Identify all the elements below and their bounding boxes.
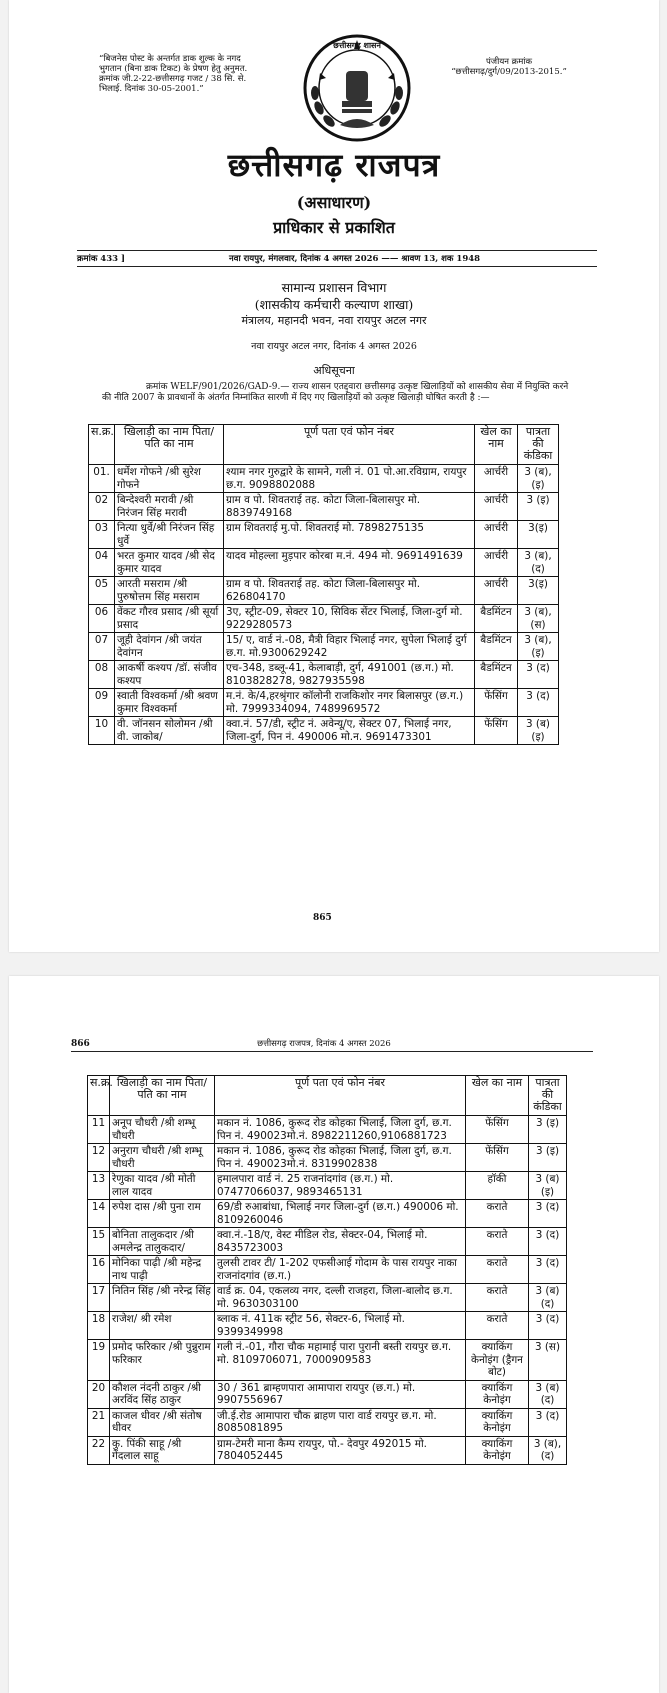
running-header: छत्तीसगढ़ राजपत्र, दिनांक 4 अगस्त 2026 (257, 1039, 391, 1049)
cell-clause: 3 (ब), (द) (529, 1436, 567, 1464)
cell-player-name: जूही देवांगन /श्री जयंत देवांगन (115, 633, 224, 661)
cell-serial: 12 (88, 1144, 110, 1172)
cell-serial: 18 (88, 1312, 110, 1340)
cell-sport: कराते (466, 1200, 529, 1228)
table-row (88, 1228, 567, 1256)
cell-clause: 3 (ब) (द) (529, 1284, 567, 1312)
table-row (89, 465, 559, 493)
cell-clause: 3(इ) (518, 577, 559, 605)
cell-address: ग्राम शिवतराई मु.पो. शिवतराई मो. 7898275135 (224, 521, 475, 549)
cell-player-name: आरती मसराम /श्री पुरुषोत्तम सिंह मसराम (115, 577, 224, 605)
registration-number: “छत्तीसगढ़/दुर्ग/09/2013-2015.” (451, 67, 567, 77)
cell-clause: 3 (ब), (स) (518, 605, 559, 633)
cell-serial: 01. (89, 465, 115, 493)
cell-address: 69/डी रुआबांधा, भिलाई नगर जिला-दुर्ग (छ.ग.) 490006 मो. 8109260046 (215, 1200, 466, 1228)
cell-clause: 3 (द) (529, 1200, 567, 1228)
postal-permit-note: “बिजनेस पोस्ट के अन्तर्गत डाक शुल्क के नगद भुगतान (बिना डाक टिकट) के प्रेषण हेतु अनुमत. क्रमांक जी.2-22-छत्तीसगढ़ गजट / 38 सि. से. भिलाई. दिनांक 30-05-2001.” (99, 54, 248, 94)
cell-address: क्वा.नं. 57/डी, स्ट्रीट नं. अवेन्यू/ए, सेक्टर 07, भिलाई नगर, जिला-दुर्ग, पिन नं. 490006 मो.न. 9691473301 (224, 717, 475, 745)
table-row (89, 577, 559, 605)
cell-player-name: रुपेश दास /श्री पुना राम (110, 1200, 215, 1228)
cell-player-name: आकर्षी कश्यप /डॉ. संजीव कश्यप (115, 661, 224, 689)
cell-clause: 3(इ) (518, 521, 559, 549)
cell-clause: 3 (स) (529, 1340, 567, 1381)
table-row (89, 717, 559, 745)
cell-sport: आर्चरी (475, 521, 518, 549)
department-branch: (शासकीय कर्मचारी कल्याण शाखा) (254, 297, 414, 312)
header-rule-bottom (77, 266, 597, 267)
cell-serial: 02 (89, 493, 115, 521)
cell-sport: क्याकिंग केनोइंग (ड्रैगन बोट) (466, 1340, 529, 1381)
cell-clause: 3 (द) (529, 1312, 567, 1340)
cell-address: ग्राम-टेमरी माना कैम्प रायपुर, पो.- देवपुर 492015 मो. 7804052445 (215, 1436, 466, 1464)
table-row (89, 521, 559, 549)
cell-clause: 3 (ब), (इ) (518, 633, 559, 661)
cell-sport: फेंसिंग (475, 689, 518, 717)
cell-sport: कराते (466, 1228, 529, 1256)
table-header-row (89, 425, 559, 465)
cell-address: 3ए, स्ट्रीट-09, सेक्टर 10, सिविक सेंटर भिलाई, जिला-दुर्ग मो. 9229280573 (224, 605, 475, 633)
cell-address: क्वा.नं.-18/ए, वेस्ट मीडिल रोड, सेक्टर-04, भिलाई मो. 8435723003 (215, 1228, 466, 1256)
cell-player-name: कौशल नंदनी ठाकुर /श्री अरविंद सिंह ठाकुर (110, 1380, 215, 1408)
cell-sport: आर्चरी (475, 549, 518, 577)
cell-sport: हॉकी (466, 1172, 529, 1200)
cell-clause: 3 (द) (529, 1256, 567, 1284)
table-row (89, 605, 559, 633)
cell-sport: क्याकिंग केनोइंग (466, 1408, 529, 1436)
cell-sport: बैडमिंटन (475, 633, 518, 661)
cell-player-name: राजेश/ श्री रमेश (110, 1312, 215, 1340)
table-row (89, 689, 559, 717)
gazette-page-865 (9, 0, 659, 952)
cell-sport: बैडमिंटन (475, 605, 518, 633)
cell-address: यादव मोहल्ला मुड़पार कोरबा म.नं. 494 मो. 9691491639 (224, 549, 475, 577)
cell-address: मकान नं. 1086, कुरूद रोड कोहका भिलाई, जिला दुर्ग, छ.ग. पिन नं. 490023मो.नं. 8319902838 (215, 1144, 466, 1172)
table-row (89, 633, 559, 661)
cell-address: एच-348, डब्लू-41, केलाबाड़ी, दुर्ग, 491001 (छ.ग.) मो. 8103828278, 9827935598 (224, 661, 475, 689)
gazette-authority: प्राधिकार से प्रकाशित (273, 218, 395, 237)
issue-date-line: नवा रायपुर, मंगलवार, दिनांक 4 अगस्त 2026 —— श्रावण 13, शक 1948 (229, 254, 481, 264)
cell-address: हमालपारा वार्ड नं. 25 राजनांदगांव (छ.ग.) मो. 07477066037, 9893465131 (215, 1172, 466, 1200)
cell-clause: 3 (ब), (द) (518, 549, 559, 577)
table-row (88, 1256, 567, 1284)
gazette-subtitle: (असाधारण) (296, 193, 372, 212)
cell-player-name: नितिन सिंह /श्री नरेन्द्र सिंह (110, 1284, 215, 1312)
cell-sport: फेंसिंग (466, 1144, 529, 1172)
table-row (89, 661, 559, 689)
cell-clause: 3 (द) (529, 1228, 567, 1256)
cell-clause: 3 (ब) (द) (529, 1380, 567, 1408)
table-row (88, 1380, 567, 1408)
cell-serial: 09 (89, 689, 115, 717)
registration-label: पंजीयन क्रमांक (485, 57, 533, 67)
players-body-page1 (89, 465, 559, 745)
cell-player-name: मोनिका पाढ़ी /श्री महेन्द्र नाथ पाढ़ी (110, 1256, 215, 1284)
cell-clause: 3 (इ) (518, 493, 559, 521)
cell-address: मकान नं. 1086, कुरूद रोड कोहका भिलाई, जिला दुर्ग, छ.ग. पिन नं. 490023मो.नं. 8982211260,9106881723 (215, 1116, 466, 1144)
issue-number: क्रमांक 433 ] (77, 254, 126, 264)
cell-address: ब्लाक नं. 411क स्ट्रीट 56, सेक्टर-6, भिलाई मो. 9399349998 (215, 1312, 466, 1340)
cell-serial: 03 (89, 521, 115, 549)
table-row (88, 1408, 567, 1436)
cell-serial: 20 (88, 1380, 110, 1408)
cell-player-name: भरत कुमार यादव /श्री सेद कुमार यादव (115, 549, 224, 577)
cell-serial: 08 (89, 661, 115, 689)
col-sport: खेल का नाम (466, 1076, 529, 1116)
cell-address: 30 / 361 ब्राम्हणपारा आमापारा रायपुर (छ.ग.) मो. 9907556967 (215, 1380, 466, 1408)
col-serial: स.क्र. (89, 425, 115, 465)
cell-clause: 3 (ब), (इ) (518, 465, 559, 493)
table-row (88, 1200, 567, 1228)
cell-serial: 21 (88, 1408, 110, 1436)
cell-sport: बैडमिंटन (475, 661, 518, 689)
col-sport: खेल का नाम (475, 425, 518, 465)
cell-serial: 10 (89, 717, 115, 745)
cell-player-name: बोनिता तालुकदार /श्री अमलेन्द्र तालुकदार/ (110, 1228, 215, 1256)
table-header-row (88, 1076, 567, 1116)
col-address: पूर्ण पता एवं फोन नंबर (215, 1076, 466, 1116)
cell-serial: 19 (88, 1340, 110, 1381)
cell-address: तुलसी टावर टी/ 1-202 एफसीआई गोदाम के पास रायपुर नाका राजनांदगांव (छ.ग.) (215, 1256, 466, 1284)
cell-address: वार्ड क्र. 04, एकलव्य नगर, दल्ली राजहरा, जिला-बालोद छ.ग. मो. 9630303100 (215, 1284, 466, 1312)
notice-date: नवा रायपुर अटल नगर, दिनांक 4 अगस्त 2026 (251, 341, 417, 352)
cell-address: गली नं.-01, गौरा चौक महामाई पारा पुरानी बस्ती रायपुर छ.ग. मो. 8109706071, 7000909583 (215, 1340, 466, 1381)
department-name: सामान्य प्रशासन विभाग (281, 280, 387, 295)
cell-player-name: स्वाती विश्वकर्मा /श्री श्रवण कुमार विश्वकर्मा (115, 689, 224, 717)
cell-clause: 3 (द) (518, 661, 559, 689)
page-number: 865 (313, 913, 332, 923)
table-row (88, 1144, 567, 1172)
table-row (88, 1284, 567, 1312)
cell-player-name: धर्मेश गोफने /श्री सुरेश गोफने (115, 465, 224, 493)
cell-serial: 06 (89, 605, 115, 633)
table-row (88, 1312, 567, 1340)
cell-sport: आर्चरी (475, 465, 518, 493)
cell-serial: 05 (89, 577, 115, 605)
col-clause: पात्रता की कंडिका (518, 425, 559, 465)
cell-player-name: बिन्देश्वरी मरावी /श्री निरंजन सिंह मरावी (115, 493, 224, 521)
cell-clause: 3 (इ) (529, 1116, 567, 1144)
cell-sport: क्याकिंग केनोइंग (466, 1436, 529, 1464)
cell-clause: 3 (ब) (इ) (518, 717, 559, 745)
cell-player-name: अनुराग चौधरी /श्री शम्भू चौधरी (110, 1144, 215, 1172)
cell-sport: कराते (466, 1256, 529, 1284)
cell-sport: कराते (466, 1312, 529, 1340)
cell-address: म.नं. के/4,हरश्रृंगार कॉलोनी राजकिशोर नगर बिलासपुर (छ.ग.) मो. 7999334094, 7489969572 (224, 689, 475, 717)
cell-player-name: कु. पिंकी साहू /श्री गेंदलाल साहू (110, 1436, 215, 1464)
cell-serial: 16 (88, 1256, 110, 1284)
cell-clause: 3 (ब) (इ) (529, 1172, 567, 1200)
col-name: खिलाड़ी का नाम पिता/पति का नाम (110, 1076, 215, 1116)
cell-clause: 3 (द) (518, 689, 559, 717)
header-rule-top (77, 250, 597, 251)
cell-sport: आर्चरी (475, 577, 518, 605)
notice-body: क्रमांक WELF/901/2026/GAD-9.— राज्य शासन एतद्द्वारा छत्तीसगढ़ उत्कृष्ट खिलाड़ियों को शासकीय सेवा में नियुक्ति करने की नीति 2007 के प्रावधानों के अंतर्गत निम्नांकित सारणी में दिए गए खिलाड़ियों को उत्कृष्ट खिलाड़ी घोषित करती है :— (102, 382, 569, 403)
cell-serial: 11 (88, 1116, 110, 1144)
cell-clause: 3 (इ) (529, 1144, 567, 1172)
cell-player-name: वी. जॉनसन सोलोमन /श्री वी. जाकोब/ (115, 717, 224, 745)
cell-serial: 15 (88, 1228, 110, 1256)
table-row (89, 493, 559, 521)
header-rule (71, 1051, 593, 1052)
col-clause: पात्रता की कंडिका (529, 1076, 567, 1116)
gazette-page-866 (9, 976, 659, 1693)
cell-address: श्याम नगर गुरुद्वारे के सामने, गली नं. 01 पो.आ.रविग्राम, रायपुर छ.ग. 9098802088 (224, 465, 475, 493)
table-row (89, 549, 559, 577)
cell-serial: 04 (89, 549, 115, 577)
cell-player-name: प्रमोद फरिकार /श्री पुन्नुराम फरिकार (110, 1340, 215, 1381)
col-name: खिलाड़ी का नाम पिता/पति का नाम (115, 425, 224, 465)
emblem-label: छत्तीसगढ़ शासन (333, 40, 381, 50)
cell-player-name: नित्या धुर्वे/श्री निरंजन सिंह धुर्वे (115, 521, 224, 549)
cell-sport: क्याकिंग केनोइंग (466, 1380, 529, 1408)
players-body-page2 (88, 1116, 567, 1465)
cell-clause: 3 (द) (529, 1408, 567, 1436)
cell-serial: 22 (88, 1436, 110, 1464)
cell-sport: फेंसिंग (475, 717, 518, 745)
table-row (88, 1116, 567, 1144)
cell-address: ग्राम व पो. शिवतराई तह. कोटा जिला-बिलासपुर मो. 8839749168 (224, 493, 475, 521)
department-address: मंत्रालय, महानदी भवन, नवा रायपुर अटल नगर (241, 314, 427, 327)
cell-sport: कराते (466, 1284, 529, 1312)
cell-address: जी.ई.रोड आमापारा चौक ब्राहण पारा वार्ड रायपुर छ.ग. मो. 8085081895 (215, 1408, 466, 1436)
gazette-title: छत्तीसगढ़ राजपत्र (227, 146, 441, 184)
cell-address: 15/ ए, वार्ड नं.-08, मैत्री विहार भिलाई नगर, सुपेला भिलाई दुर्ग छ.ग. मो.9300629242 (224, 633, 475, 661)
cell-player-name: रेणुका यादव /श्री मोती लाल यादव (110, 1172, 215, 1200)
cell-serial: 13 (88, 1172, 110, 1200)
cell-player-name: अनूप चौधरी /श्री शम्भू चौधरी (110, 1116, 215, 1144)
cell-serial: 14 (88, 1200, 110, 1228)
page-number: 866 (71, 1039, 90, 1049)
cell-sport: आर्चरी (475, 493, 518, 521)
col-address: पूर्ण पता एवं फोन नंबर (224, 425, 475, 465)
cell-serial: 17 (88, 1284, 110, 1312)
cell-sport: फेंसिंग (466, 1116, 529, 1144)
col-serial: स.क्र. (88, 1076, 110, 1116)
table-row (88, 1172, 567, 1200)
table-row (88, 1340, 567, 1381)
cell-serial: 07 (89, 633, 115, 661)
players-table-page1 (88, 424, 559, 745)
cell-player-name: काजल धीवर /श्री संतोष धीवर (110, 1408, 215, 1436)
notice-heading: अधिसूचना (313, 364, 355, 377)
table-row (88, 1436, 567, 1464)
cell-player-name: वेंकट गौरव प्रसाद /श्री सूर्या प्रसाद (115, 605, 224, 633)
players-table-page2 (87, 1075, 567, 1465)
cell-address: ग्राम व पो. शिवतराई तह. कोटा जिला-बिलासपुर मो. 626804170 (224, 577, 475, 605)
